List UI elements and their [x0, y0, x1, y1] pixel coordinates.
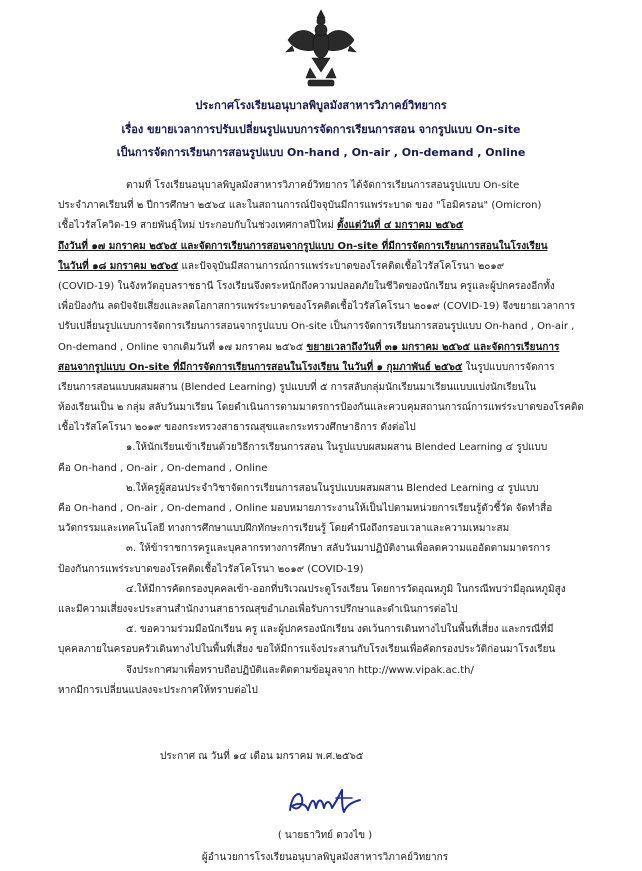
announcement-date: ประกาศ ณ วันที่ ๑๔ เดือน มกราคม พ.ศ.๒๕๖๕: [160, 751, 364, 762]
paragraph-line: เพื่อป้องกัน ลดปัจจัยเสี่ยงและลดโอกาสการแพร่ระบาดของโรคติดเชื้อไวรัสโคโรนา ๒๐๑๙ (COVID-19) จึงขยายเวลาการ: [58, 301, 576, 313]
emphasized-date: ในวันที่ ๑๘ มกราคม ๒๕๖๕: [58, 260, 179, 272]
emphasized-extension: ขยายเวลาถึงวันที่ ๓๑ มกราคม ๒๕๖๕ และจัดการเรียนการ: [306, 341, 560, 353]
paragraph-line: [58, 358, 606, 378]
list-item-1-continued: คือ On-hand , On-air , On-demand , Online: [58, 462, 268, 474]
closing-line: จึงประกาศมาเพื่อทราบถือปฏิบัติและติดตามข้อมูลจาก http://www.vipak.ac.th/: [126, 664, 474, 676]
paragraph-line: [58, 257, 606, 277]
paragraph-text: เชื้อไวรัสโควิด-19 สายพันธุ์ใหม่ ประกอบกับในช่วงเทศกาลปีใหม่: [58, 220, 338, 232]
announcement-subject: เรื่อง ขยายเวลาการปรับเปลี่ยนรูปแบบการจัดการเรียนการสอน จากรูปแบบ On-site: [121, 123, 521, 136]
list-item-2-continued: นวัตกรรมและเทคโนโลยี ทางการศึกษาแบบฝึกทักษะการเรียนรู้ โดยคำนึงถึงกรอบเวลาและความเหมาะสม: [58, 523, 510, 535]
list-item-2-continued: คือ On-hand , On-air , On-demand , Online มอบหมายภาระงานให้เป็นไปตามหน่วยการเรียนรู้ตัวชี้วัด จัดทำสื่อ: [58, 503, 553, 514]
paragraph-line: [58, 216, 606, 236]
paragraph-text: ในรูปแบบการจัดการ: [462, 361, 555, 373]
paragraph-text: และปัจจุบันมีสถานการณ์การแพร่ระบาดของโรคติดเชื้อไวรัสโคโรนา ๒๐๑๙: [178, 260, 505, 272]
emphasized-date: ตั้งแต่วันที่ ๔ มกราคม ๒๕๖๕: [337, 220, 464, 232]
paragraph-line: เรียนการสอนแบบผสมผสาน (Blended Learning) รูปแบบที่ ๕ การสลับกลุ่มนักเรียนมาเรียนแบบแบ่งนักเรียนใน: [58, 381, 537, 393]
closing-line: หากมีการเปลี่ยนแปลงจะประกาศให้ทราบต่อไป: [58, 684, 258, 696]
list-item-4-continued: และมีความเสี่ยงจะประสานสำนักงานสาธารณสุขอำเภอเพื่อรับการปรึกษาและดำเนินการต่อไป: [58, 603, 458, 615]
list-item-5-continued: บุคคลภายในครอบครัวเดินทางไปในพื้นที่เสี่ยง ขอให้มีการแจ้งประสานกับโรงเรียนเพื่อคัดกรองประวัติก่อนมาโรงเรียน: [58, 644, 556, 656]
emphasized-extension: สอนจากรูปแบบ On-site ที่มีการจัดการเรียนการสอนในโรงเรียน ในวันที่ ๑ กุมภาพันธ์ ๒๕๖๕: [58, 361, 463, 373]
list-item-3: ๓. ให้ข้าราชการครูและบุคลากรทางการศึกษา สลับวันมาปฏิบัติงานเพื่อลดความแออัดตามมาตรการ: [126, 543, 551, 555]
paragraph-line: ตามที่ โรงเรียนอนุบาลพิบูลมังสาหารวิภาคย์วิทยากร ได้จัดการเรียนการสอนรูปแบบ On-site: [126, 180, 520, 191]
signer-title: ผู้อำนวยการโรงเรียนอนุบาลพิบูลมังสาหารวิภาคย์วิทยากร: [201, 852, 449, 863]
paragraph-line: ประจำภาคเรียนที่ ๒ ปีการศึกษา ๒๕๖๔ และในสถานการณ์ปัจจุบันมีการแพร่ระบาด ของ "โอมิครอน" (Omicron): [58, 200, 542, 212]
list-item-3-continued: ป้องกันการแพร่ระบาดของโรคติดเชื้อไวรัสโคโรนา ๒๐๑๙ (COVID-19): [58, 563, 364, 575]
list-item-2: ๒.ให้ครูผู้สอนประจำวิชาจัดการเรียนการสอนในรูปแบบผสมผสาน Blended Learning ๔ รูปแบบ: [126, 482, 539, 494]
paragraph-line: เชื้อไวรัสโคโรนา ๒๐๑๙ ของกระทรวงสาธารณสุขและกระทรวงศึกษาธิการ ดังต่อไป: [58, 422, 416, 434]
paragraph-line: [58, 338, 606, 358]
garuda-emblem-icon: [282, 6, 360, 92]
signature-icon: [282, 784, 368, 820]
signer-name: ( นายธาวิทย์ ดวงไข ): [277, 830, 373, 841]
announcement-title: ประกาศโรงเรียนอนุบาลพิบูลมังสาหารวิภาคย์วิทยากร: [195, 99, 447, 112]
paragraph-line: ห้องเรียนเป็น ๒ กลุ่ม สลับวันมาเรียน โดยดำเนินการตามมาตรการป้องกันและควบคุมสถานการณ์การแพร่ระบาดของโรคติด: [58, 402, 584, 414]
announcement-subject-continued: เป็นการจัดการเรียนการสอนรูปแบบ On-hand , On-air , On-demand , Online: [116, 146, 526, 159]
paragraph-line-emphasized: ถึงวันที่ ๑๗ มกราคม ๒๕๖๕ และจัดการเรียนการสอนจากรูปแบบ On-site ที่มีการจัดการเรียนการสอนในโรงเรียน: [58, 240, 548, 252]
paragraph-line: ปรับเปลี่ยนรูปแบบการจัดการเรียนการสอนจากรูปแบบ On-site เป็นการจัดการเรียนการสอนรูปแบบ On-hand , On-air ,: [58, 321, 575, 333]
announcement-body: [58, 176, 606, 701]
list-item-4: ๔.ให้มีการคัดกรองบุคคลเข้า-ออกที่บริเวณประตูโรงเรียน โดยการวัดอุณหภูมิ ในกรณีพบว่ามีอุณหภูมิสูง: [126, 583, 566, 595]
list-item-5: ๕. ขอความร่วมมือนักเรียน ครู และผู้ปกครองนักเรียน งดเว้นการเดินทางไปในพื้นที่เสี่ยง และกรณีที่มี: [126, 624, 554, 636]
paragraph-line: (COVID-19) ในจังหวัดอุบลราชธานี โรงเรียนจึงตระหนักถึงความปลอดภัยในชีวิตของนักเรียน ครูและผู้ปกครองอีกทั้ง: [58, 280, 555, 292]
list-item-1: ๑.ให้นักเรียนเข้าเรียนด้วยวิธีการเรียนการสอน ในรูปแบบผสมผสาน Blended Learning ๔ รูปแบบ: [126, 442, 548, 454]
paragraph-text: On-demand , Online จากเดิมวันที่ ๑๗ มกราคม ๒๕๖๕: [58, 341, 307, 353]
